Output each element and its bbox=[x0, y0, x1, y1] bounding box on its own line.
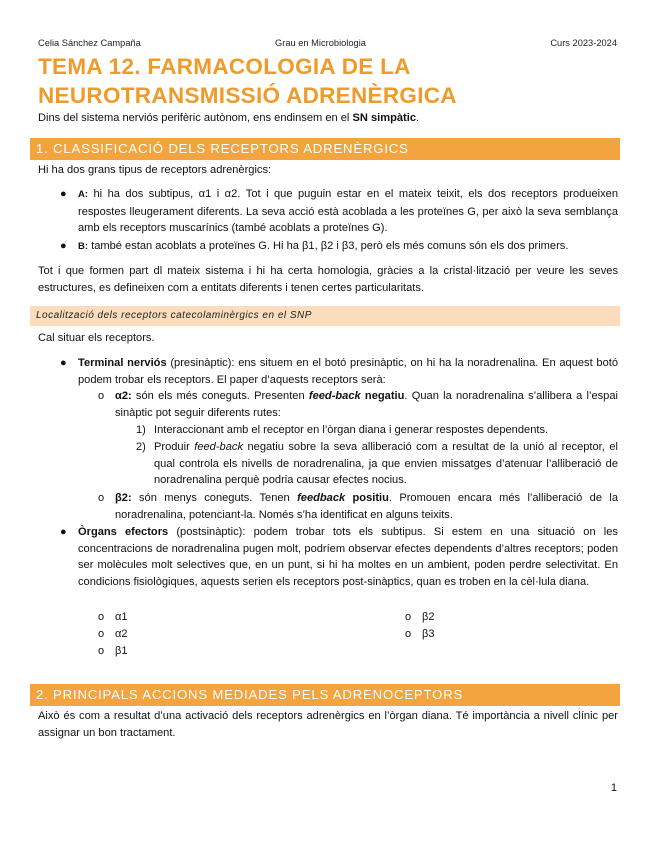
route-number: 1) bbox=[136, 424, 146, 436]
alpha2-item: α2: són els més coneguts. Presenten feed-back negatiu. Quan la noradrenalina s’allibera a l’espai sinàptic pot seguir diferents rutes: bbox=[115, 390, 618, 419]
subsection-lead: Cal situar els receptors. bbox=[38, 332, 155, 344]
subtype-item: α2 bbox=[115, 628, 128, 640]
organs-efectors-item: Òrgans efectors (postsinàptic): podem trobar tots els subtipus. Si estem en una situació on les concentracions de noradrenalina pugen molt, podríem observar efectes dependents d’altres receptors; poden ser molècules molt selectives que, en un punt, si hi ha moltes en un ambient, poden perdre selectivitat. En condicions fisiològiques, aquests serien els receptors post-sinàptics, quan es troben en la cèl·lula diana. bbox=[78, 526, 618, 589]
sub-bullet-icon: o bbox=[98, 390, 105, 402]
sub-bullet-icon: o bbox=[98, 645, 105, 657]
route-item: Interaccionant amb el receptor en l’òrgan diana i generar respostes dependents. bbox=[154, 424, 549, 436]
bullet-icon: ● bbox=[60, 526, 67, 538]
route-number: 2) bbox=[136, 441, 146, 453]
receptor-type-b: B: també estan acoblats a proteïnes G. Hi ha β1, β2 i β3, però els més comuns són els dos primers. bbox=[78, 240, 569, 252]
receptor-type-a: A: hi ha dos subtipus, α1 i α2. Tot i que puguin estar en el mateix teixit, els dos receptors produeixen respostes lleugerament diferents. La seva acció està acoblada a les proteïnes G, per això la seva semblança amb els receptors muscarínics (també acoblats a proteïnes G). bbox=[78, 188, 618, 235]
intro-paragraph: Dins del sistema nerviós perifèric autònom, ens endinsem en el SN simpàtic. bbox=[38, 112, 420, 124]
bullet-icon: ● bbox=[60, 357, 67, 369]
sub-bullet-icon: o bbox=[405, 628, 412, 640]
terminal-nervios-item: Terminal nerviós (presinàptic): ens situem en el botó presinàptic, on hi ha la noradrenalina. En aquest botó podem trobar els receptors. El paper d’aquests receptors serà: bbox=[78, 357, 618, 386]
bullet-icon: ● bbox=[60, 240, 67, 252]
subtype-item: β3 bbox=[422, 628, 435, 640]
header-year: Curs 2023-2024 bbox=[550, 38, 617, 48]
header-author: Celia Sánchez Campaña bbox=[38, 38, 141, 48]
header-course: Grau en Microbiologia bbox=[275, 38, 366, 48]
page-number: 1 bbox=[610, 782, 617, 794]
subtype-item: β2 bbox=[422, 611, 435, 623]
sub-bullet-icon: o bbox=[98, 611, 105, 623]
section1-lead: Hi ha dos grans tipus de receptors adrenèrgics: bbox=[38, 164, 272, 176]
page-title: TEMA 12. FARMACOLOGIA DE LA NEUROTRANSMISSIÓ ADRENÈRGICA bbox=[38, 54, 457, 108]
section2-paragraph: Això és com a resultat d’una activació dels receptors adrenèrgics en l’òrgan diana. Té importància a nivell clínic per assignar un bon tractament. bbox=[38, 710, 618, 739]
section-heading-actions: 2. PRINCIPALS ACCIONS MEDIADES PELS ADRENOCEPTORS bbox=[30, 684, 620, 706]
section-heading-classification: 1. CLASSIFICACIÓ DELS RECEPTORS ADRENÈRGICS bbox=[30, 138, 620, 160]
sub-bullet-icon: o bbox=[405, 611, 412, 623]
sub-bullet-icon: o bbox=[98, 628, 105, 640]
route-item: Produir feed-back negatiu sobre la seva alliberació com a resultat de la unió al receptor, el qual controla els nivells de noradrenalina, ja que envien missatges d’atenuar l’alliberació de noradrenalina perquè podria causar efectes nocius. bbox=[154, 441, 618, 487]
sub-bullet-icon: o bbox=[98, 492, 105, 504]
section1-closing: Tot i que formen part dl mateix sistema i hi ha certa homologia, gràcies a la cristal·lització per veure les seves estructures, es defineixen com a entitats diferents i tenen certes particularitats. bbox=[38, 265, 618, 294]
subtype-item: α1 bbox=[115, 611, 128, 623]
bullet-icon: ● bbox=[60, 188, 67, 200]
subsection-heading-localization: Localització dels receptors catecolaminèrgics en el SNP bbox=[30, 306, 620, 326]
subtype-item: β1 bbox=[115, 645, 128, 657]
beta2-item: β2: són menys coneguts. Tenen feedback positiu. Promouen encara més l’alliberació de la noradrenalina, potenciant-la. Només s’ha identificat en alguns teixits. bbox=[115, 492, 618, 521]
